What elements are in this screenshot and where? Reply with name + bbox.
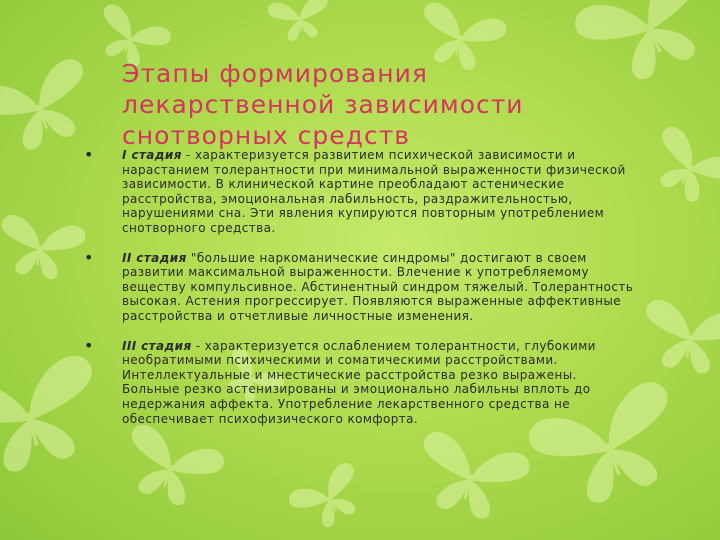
slide-title-line: снотворных средств: [122, 121, 410, 150]
butterfly-icon: [409, 429, 532, 527]
stage-label: II стадия: [122, 250, 187, 265]
bullet-dot-icon: •: [84, 145, 94, 164]
butterfly-icon: [0, 214, 87, 284]
butterfly-icon: [267, 0, 333, 44]
slide-title-line: Этапы формирования: [122, 59, 428, 88]
stage-label: I стадия: [122, 148, 182, 162]
butterfly-icon: [637, 298, 720, 378]
bullet-list: [84, 145, 636, 441]
stage-description: "большие наркоманические синдромы" достигают в своем развитии максимальной выраженности. Влечение к употребляемому веществу компульсивное. Абстинентный синдром тяжелый. Толерантность высокая. Астения прогрессирует. Появляются выраженные аффективные расстройства и отчетливые личностные изменения.: [122, 250, 634, 323]
bullet-stage-1: [84, 145, 636, 236]
stage-label: III стадия: [122, 338, 192, 353]
bullet-dot-icon: •: [84, 247, 94, 267]
slide-title-line: лекарственной зависимости: [122, 90, 524, 119]
butterfly-icon: [640, 123, 720, 214]
bullet-stage-3: [84, 335, 636, 427]
stage-description: - характеризуется ослаблением толерантности, глубокими необратимыми психическими и соматическими расстройствами. Интеллектуальные и мнестические расстройства резко выражены. Больные резко астенизированы и эмоционально лабильны вплоть до недержания аффекта. Употребление лекарственного средства не обеспечивает психофизического комфорта.: [122, 338, 596, 426]
bullet-stage-2: [84, 247, 636, 324]
butterfly-icon: [286, 460, 373, 538]
stage-description: - характеризуется развитием психической зависимости и нарастанием толерантности при минимальной выраженности физической зависимости. В клинической картине преобладают астенические расстройства, эмоциональная лабильность, раздражительностью, нарушениями сна. Эти явления купируются повторным употреблением снотворного средства.: [122, 148, 626, 235]
bullet-dot-icon: •: [84, 335, 94, 355]
slide-title: [122, 58, 642, 151]
